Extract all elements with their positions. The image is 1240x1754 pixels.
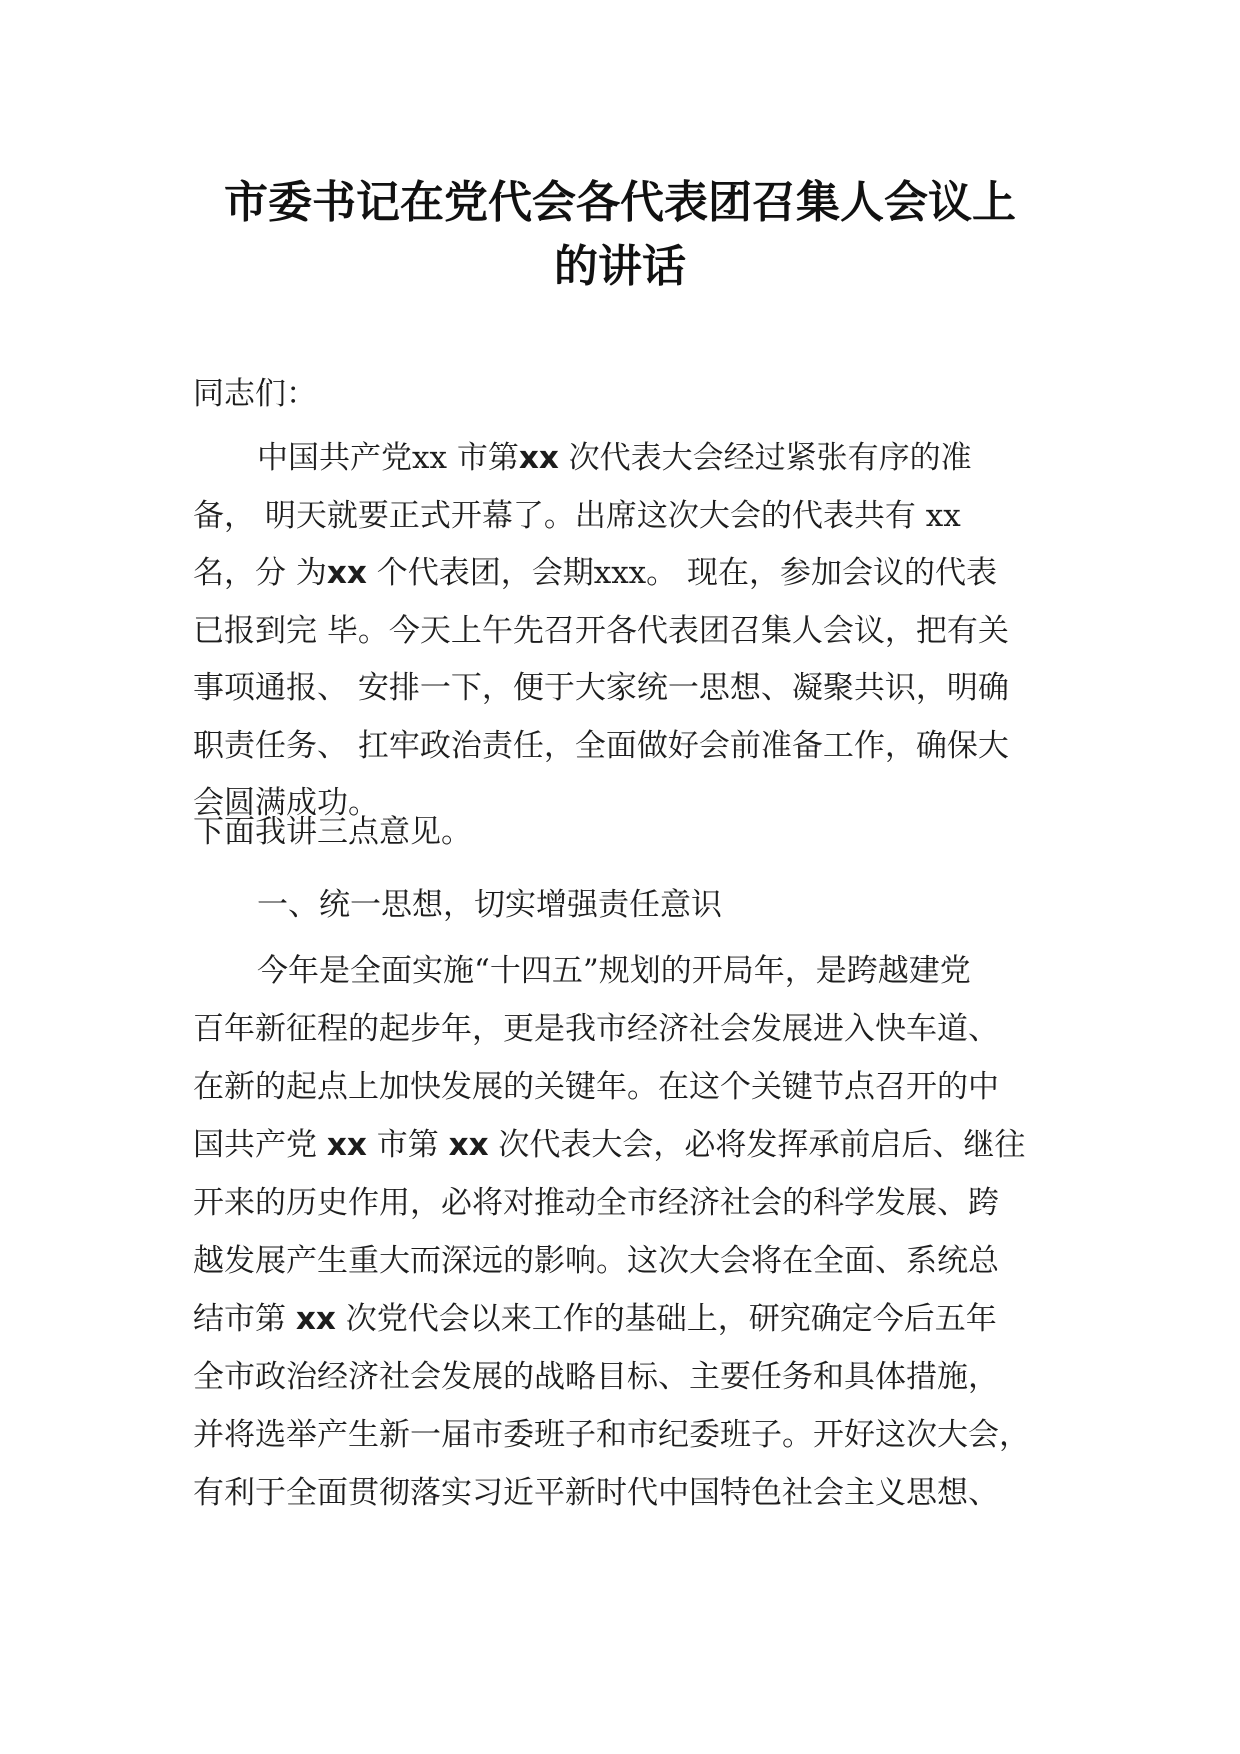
paragraph-1 [193,430,1073,833]
document-title-line-2: 的讲话 [554,241,686,292]
paragraph-1-line: 名，分 为xx 个代表团，会期xxx。 现在，参加会议的代表 [193,555,998,591]
paragraph-2-line: 全市政治经济社会发展的战略目标、主要任务和具体措施， [193,1359,999,1395]
paragraph-2-line: 有利于全面贯彻落实习近平新时代中国特色社会主义思想、 [193,1475,999,1511]
paragraph-2-line: 开来的历史作用，必将对推动全市经济社会的科学发展、跨 [193,1185,999,1221]
paragraph-1-line: 已报到完 毕。今天上午先召开各代表团召集人会议，把有关 [193,612,1009,649]
paragraph-1-line: 备， 明天就要正式开幕了。出席这次大会的代表共有 xx [193,497,961,534]
section-heading-1: 一、统一思想，切实增强责任意识 [257,887,722,923]
paragraph-2 [193,942,1073,1522]
paragraph-2-line: 国共产党 xx 市第 xx 次代表大会，必将发挥承前启后、继往 [193,1127,1026,1163]
paragraph-2-line: 结市第 xx 次党代会以来工作的基础上，研究确定今后五年 [193,1301,997,1337]
paragraph-2-line: 在新的起点上加快发展的关键年。在这个关键节点召开的中 [193,1069,999,1105]
paragraph-1-line: 事项通报、 安排一下，便于大家统一思想、凝聚共识，明确 [193,670,1009,706]
paragraph-1-line: 中国共产党xx 市第xx 次代表大会经过紧张有序的准 [257,440,972,476]
paragraph-1-line: 会圆满成功。 [193,785,379,821]
paragraph-2-line: 并将选举产生新一届市委班子和市纪委班子。开好这次大会， [193,1417,1030,1453]
paragraph-1-line: 职责任务、 扛牢政治责任，全面做好会前准备工作，确保大 [193,727,1009,764]
paragraph-2-line: 越发展产生重大而深远的影响。这次大会将在全面、系统总 [193,1243,999,1279]
paragraph-2-line: 百年新征程的起步年，更是我市经济社会发展进入快车道、 [193,1011,999,1047]
document-title-line-1: 市委书记在党代会各代表团召集人会议上 [224,177,1016,228]
intro-line: 下面我讲三点意见。 [193,814,472,850]
salutation: 同志们： [193,376,317,412]
paragraph-2-line: 今年是全面实施“十四五”规划的开局年，是跨越建党 [257,953,971,989]
